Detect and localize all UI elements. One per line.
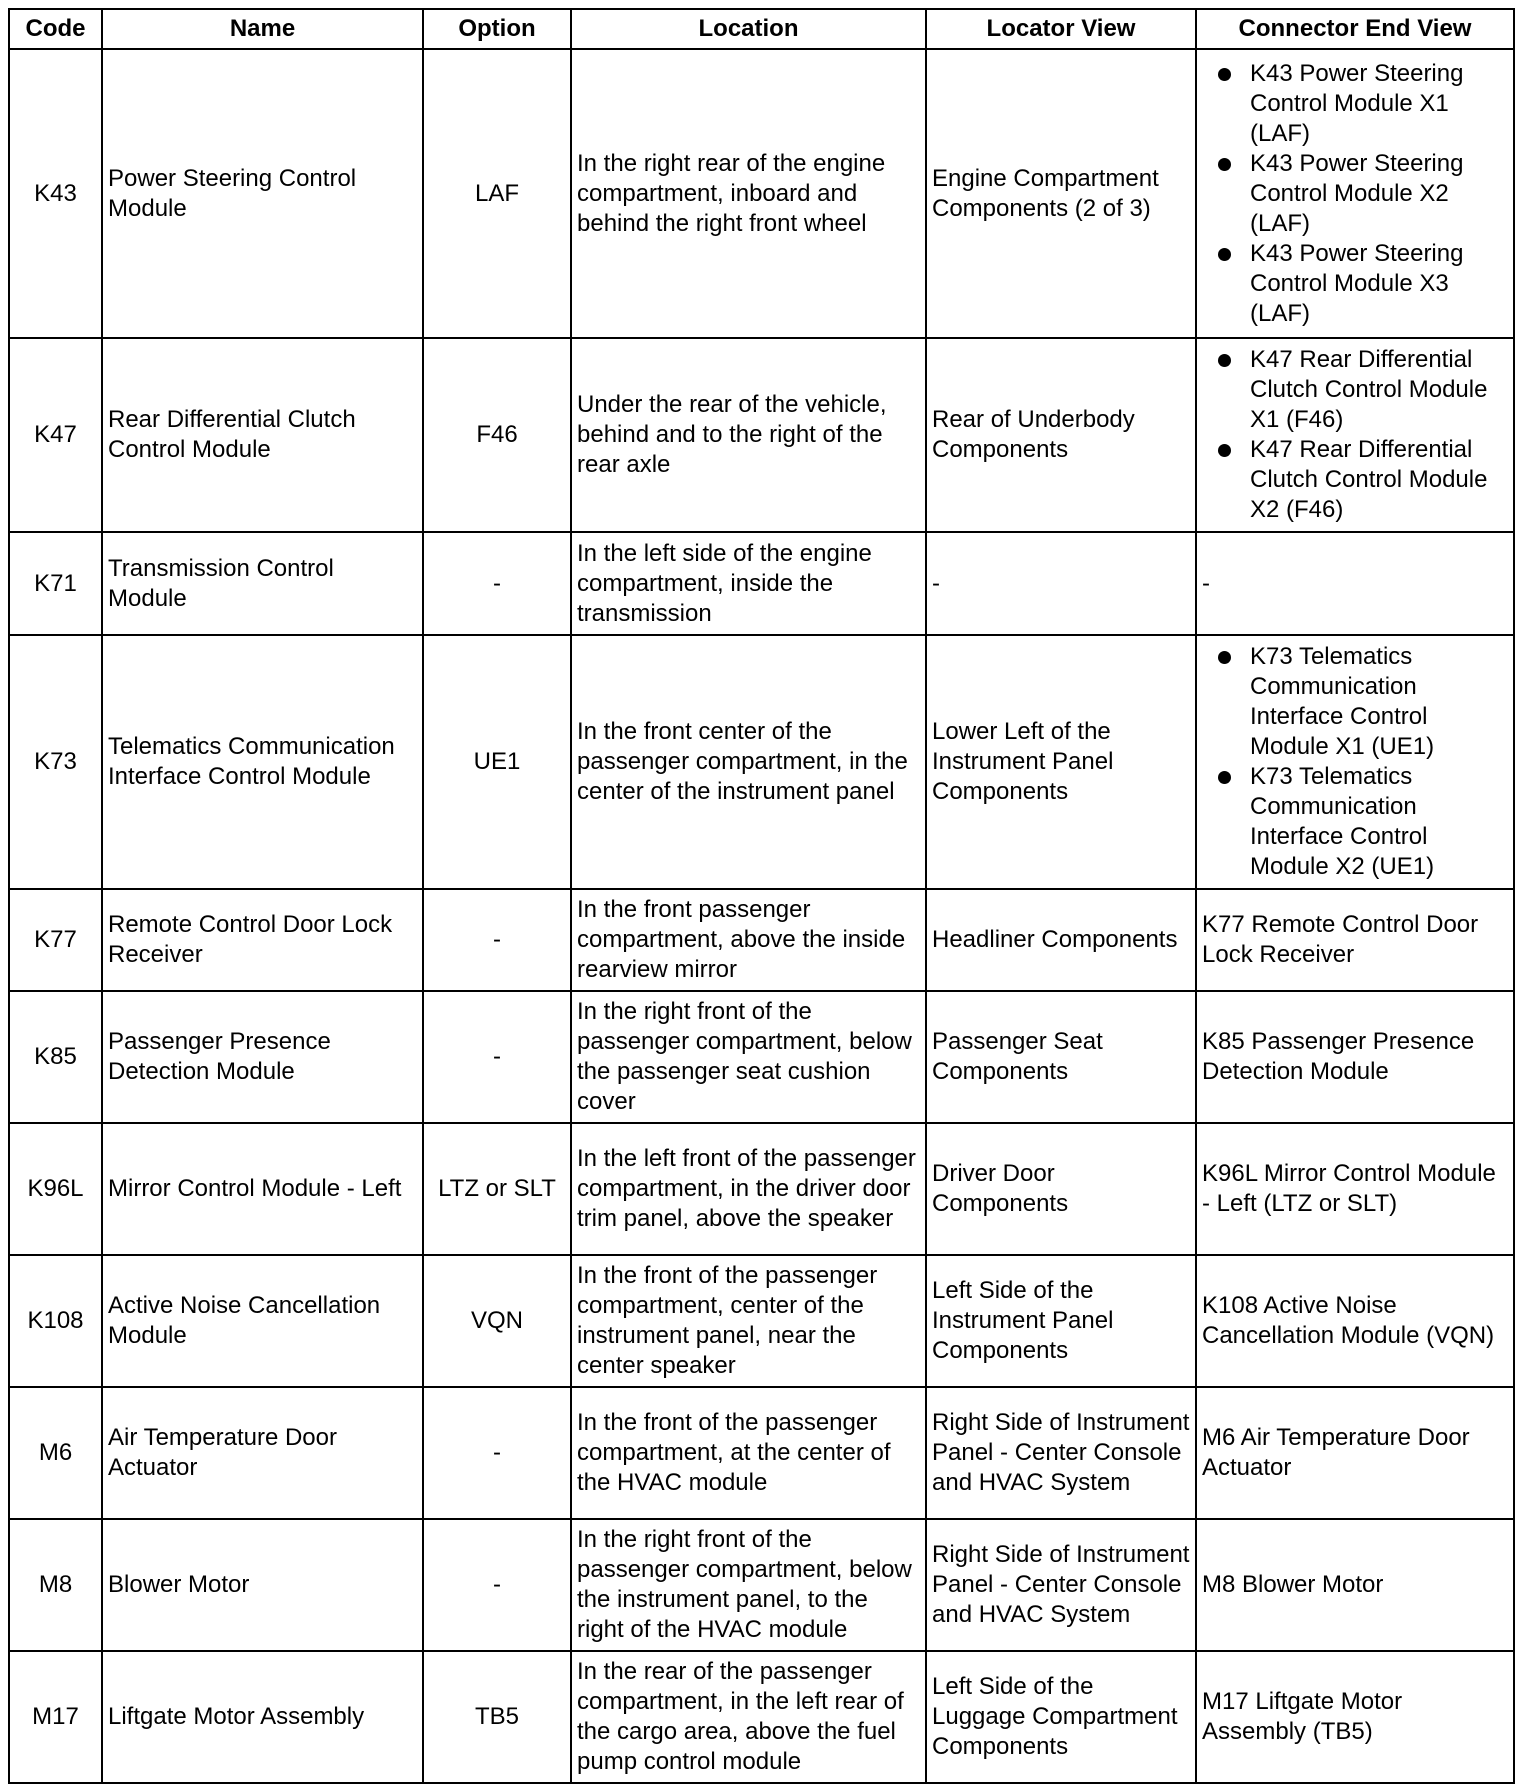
cell-code: K96L	[9, 1123, 102, 1255]
cell-locator-view: Headliner Components	[926, 889, 1196, 991]
table-row	[9, 889, 1514, 991]
table-row	[9, 49, 1514, 338]
cell-code: M8	[9, 1519, 102, 1651]
cell-locator-view: Left Side of the Luggage Compartment Components	[926, 1651, 1196, 1783]
cell-locator-view: Driver Door Components	[926, 1123, 1196, 1255]
table-row	[9, 635, 1514, 889]
header-row	[9, 9, 1514, 49]
header-locator-view: Locator View	[926, 9, 1196, 49]
cell-location: In the right front of the passenger compartment, below the instrument panel, to the right of the HVAC module	[571, 1519, 926, 1651]
cell-code: K85	[9, 991, 102, 1123]
cell-location: In the front of the passenger compartment, at the center of the HVAC module	[571, 1387, 926, 1519]
cell-option: F46	[423, 338, 571, 532]
cell-name: Transmission Control Module	[102, 532, 423, 635]
connector-list	[1202, 642, 1508, 882]
cell-connector-end-view: M17 Liftgate Motor Assembly (TB5)	[1196, 1651, 1514, 1783]
cell-option: LTZ or SLT	[423, 1123, 571, 1255]
cell-option: LAF	[423, 49, 571, 338]
cell-connector-end-view	[1196, 49, 1514, 338]
cell-option: -	[423, 1387, 571, 1519]
table-row	[9, 1651, 1514, 1783]
cell-connector-end-view: M6 Air Temperature Door Actuator	[1196, 1387, 1514, 1519]
connector-list-item: K47 Rear Differential Clutch Control Module X2 (F46)	[1250, 435, 1508, 525]
cell-option: -	[423, 889, 571, 991]
cell-location: In the front center of the passenger compartment, in the center of the instrument panel	[571, 635, 926, 889]
header-name: Name	[102, 9, 423, 49]
cell-name: Passenger Presence Detection Module	[102, 991, 423, 1123]
cell-name: Air Temperature Door Actuator	[102, 1387, 423, 1519]
connector-list-item: K43 Power Steering Control Module X2 (LAF)	[1250, 149, 1508, 239]
cell-name: Telematics Communication Interface Control Module	[102, 635, 423, 889]
connector-list-item: K73 Telematics Communication Interface Control Module X1 (UE1)	[1250, 642, 1508, 762]
cell-code: K43	[9, 49, 102, 338]
cell-locator-view: Passenger Seat Components	[926, 991, 1196, 1123]
table-row	[9, 991, 1514, 1123]
cell-connector-end-view: K85 Passenger Presence Detection Module	[1196, 991, 1514, 1123]
cell-connector-end-view	[1196, 635, 1514, 889]
connector-list	[1202, 345, 1508, 525]
connector-list-item: K73 Telematics Communication Interface Control Module X2 (UE1)	[1250, 762, 1508, 882]
cell-location: In the front passenger compartment, above the inside rearview mirror	[571, 889, 926, 991]
cell-name: Active Noise Cancellation Module	[102, 1255, 423, 1387]
table-row	[9, 1255, 1514, 1387]
cell-option: UE1	[423, 635, 571, 889]
cell-connector-end-view	[1196, 338, 1514, 532]
cell-locator-view: Lower Left of the Instrument Panel Components	[926, 635, 1196, 889]
connector-list-item: K47 Rear Differential Clutch Control Module X1 (F46)	[1250, 345, 1508, 435]
cell-name: Liftgate Motor Assembly	[102, 1651, 423, 1783]
header-connector-end-view: Connector End View	[1196, 9, 1514, 49]
table-row	[9, 532, 1514, 635]
cell-code: K47	[9, 338, 102, 532]
table-row	[9, 1387, 1514, 1519]
header-option: Option	[423, 9, 571, 49]
cell-location: In the right rear of the engine compartment, inboard and behind the right front wheel	[571, 49, 926, 338]
cell-option: -	[423, 991, 571, 1123]
cell-location: In the right front of the passenger compartment, below the passenger seat cushion cover	[571, 991, 926, 1123]
cell-locator-view: Right Side of Instrument Panel - Center Console and HVAC System	[926, 1387, 1196, 1519]
cell-locator-view: Left Side of the Instrument Panel Components	[926, 1255, 1196, 1387]
cell-location: In the left front of the passenger compartment, in the driver door trim panel, above the speaker	[571, 1123, 926, 1255]
cell-name: Mirror Control Module - Left	[102, 1123, 423, 1255]
cell-code: M17	[9, 1651, 102, 1783]
cell-locator-view: Rear of Underbody Components	[926, 338, 1196, 532]
cell-code: K71	[9, 532, 102, 635]
cell-name: Blower Motor	[102, 1519, 423, 1651]
header-code: Code	[9, 9, 102, 49]
cell-option: VQN	[423, 1255, 571, 1387]
cell-connector-end-view: -	[1196, 532, 1514, 635]
cell-option: -	[423, 1519, 571, 1651]
header-location: Location	[571, 9, 926, 49]
cell-location: In the rear of the passenger compartment, in the left rear of the cargo area, above the fuel pump control module	[571, 1651, 926, 1783]
table-row	[9, 338, 1514, 532]
cell-locator-view: Engine Compartment Components (2 of 3)	[926, 49, 1196, 338]
component-locator-table	[8, 8, 1515, 1784]
table-row	[9, 1123, 1514, 1255]
cell-name: Rear Differential Clutch Control Module	[102, 338, 423, 532]
cell-code: K108	[9, 1255, 102, 1387]
cell-code: M6	[9, 1387, 102, 1519]
cell-location: In the left side of the engine compartment, inside the transmission	[571, 532, 926, 635]
cell-name: Remote Control Door Lock Receiver	[102, 889, 423, 991]
cell-location: In the front of the passenger compartment, center of the instrument panel, near the center speaker	[571, 1255, 926, 1387]
cell-connector-end-view: K77 Remote Control Door Lock Receiver	[1196, 889, 1514, 991]
cell-name: Power Steering Control Module	[102, 49, 423, 338]
cell-locator-view: Right Side of Instrument Panel - Center Console and HVAC System	[926, 1519, 1196, 1651]
connector-list	[1202, 59, 1508, 329]
connector-list-item: K43 Power Steering Control Module X1 (LAF)	[1250, 59, 1508, 149]
connector-list-item: K43 Power Steering Control Module X3 (LAF)	[1250, 239, 1508, 329]
cell-connector-end-view: M8 Blower Motor	[1196, 1519, 1514, 1651]
table-row	[9, 1519, 1514, 1651]
cell-locator-view: -	[926, 532, 1196, 635]
cell-code: K77	[9, 889, 102, 991]
cell-location: Under the rear of the vehicle, behind and to the right of the rear axle	[571, 338, 926, 532]
cell-connector-end-view: K108 Active Noise Cancellation Module (VQN)	[1196, 1255, 1514, 1387]
cell-connector-end-view: K96L Mirror Control Module - Left (LTZ or SLT)	[1196, 1123, 1514, 1255]
cell-option: TB5	[423, 1651, 571, 1783]
cell-option: -	[423, 532, 571, 635]
cell-code: K73	[9, 635, 102, 889]
